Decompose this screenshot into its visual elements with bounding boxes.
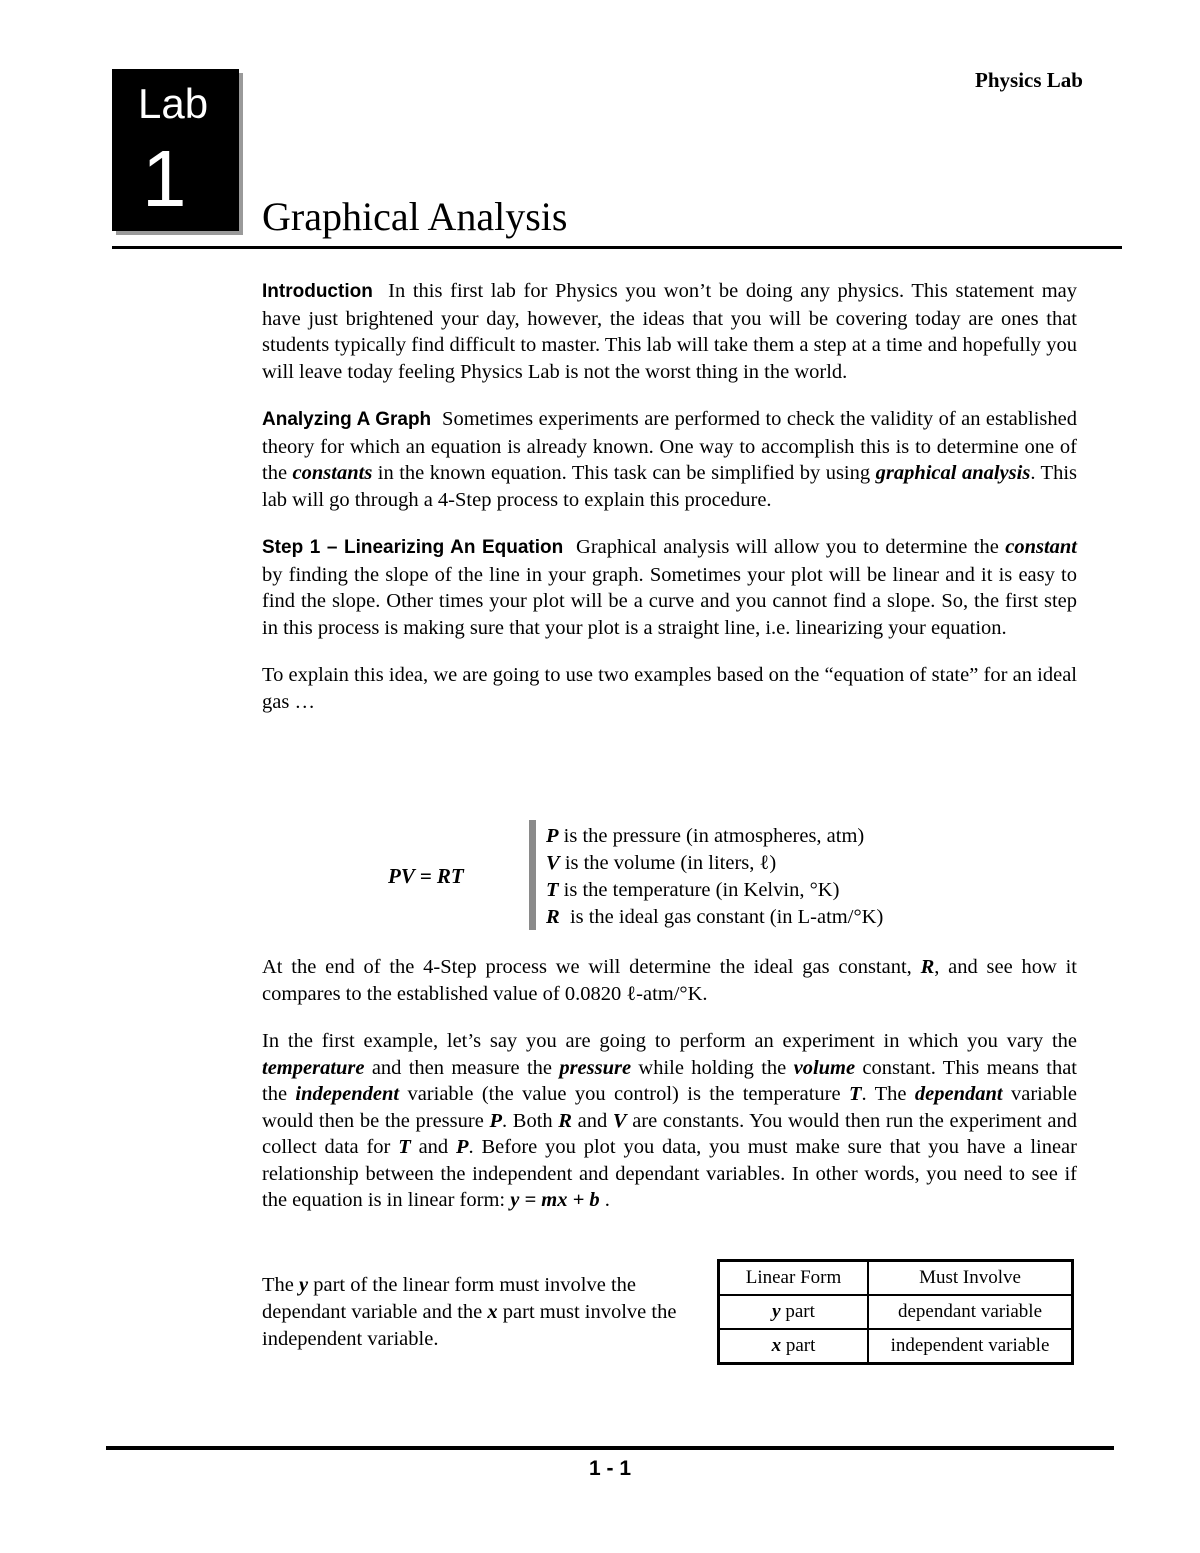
- table-header-row: [719, 1261, 1073, 1296]
- paragraph-text: . The: [861, 1083, 915, 1105]
- paragraph-text: and then measure the: [364, 1056, 560, 1079]
- intro-paragraph: [262, 278, 1077, 385]
- page-title: Graphical Analysis: [262, 194, 568, 239]
- variable-symbol: P: [546, 825, 559, 847]
- lab-word: Lab: [138, 80, 209, 127]
- variable-desc: is the ideal gas constant (in L-atm/°K): [559, 906, 884, 928]
- intro-text: In this first lab for Physics you won’t be doing any physics. This statement may have just brightened your day, however, the ideas that you will be covering today are ones that students typically find difficult to master. This lab will take them a step at a time and hopefully you will leave today feeling Physics Lab is not the worst thing in the world.: [262, 280, 1078, 383]
- cell-text: part: [780, 1301, 815, 1322]
- paragraph-text: . Both: [502, 1109, 559, 1132]
- emphasis: graphical analysis: [875, 462, 1031, 484]
- emphasis: volume: [793, 1056, 856, 1079]
- page-number: 1 - 1: [588, 1457, 632, 1480]
- running-header: Physics Lab: [975, 68, 1083, 92]
- step1-text: Graphical analysis will allow you to determine the: [576, 536, 1006, 558]
- step1-heading: Step 1 – Linearizing An Equation: [262, 537, 564, 558]
- linear-form-table: [717, 1259, 1074, 1365]
- footer-rule: [106, 1446, 1114, 1450]
- variable-symbol: y: [299, 1274, 309, 1296]
- variable-symbol: R: [546, 906, 560, 928]
- linear-form-formula: y = mx + b: [510, 1189, 600, 1211]
- paragraph-text: . Before you plot you data, you must make sure that you have a linear relationship between the independent and dependant variables. In other words, you need to see if the equation is in linear form:: [262, 1136, 1077, 1211]
- paragraph-text: and: [571, 1109, 613, 1132]
- table-cell: independent variable: [868, 1329, 1073, 1364]
- variable-desc: is the temperature (in Kelvin, °K): [558, 879, 840, 901]
- emphasis: constants: [292, 462, 373, 484]
- analyzing-heading: Analyzing A Graph: [262, 409, 432, 430]
- paragraph-text: .: [599, 1189, 610, 1211]
- paragraph-text: are constants. You would then run the experiment and collect data for: [262, 1109, 1077, 1158]
- paragraph-text: part of the linear form must involve the dependant variable and the: [262, 1274, 637, 1323]
- variable-item: [546, 877, 883, 904]
- variable-desc: is the pressure (in atmospheres, atm): [558, 825, 865, 847]
- table-header-cell: Linear Form: [719, 1261, 869, 1296]
- variable-symbol: y: [772, 1301, 781, 1322]
- variable-symbol: P: [489, 1109, 502, 1132]
- emphasis: independent: [295, 1083, 400, 1105]
- variable-symbol: V: [546, 852, 560, 874]
- emphasis: pressure: [559, 1056, 632, 1079]
- variable-symbol: T: [398, 1136, 411, 1158]
- variable-symbol: R: [920, 956, 935, 978]
- variable-list: [546, 823, 883, 931]
- analyzing-paragraph: [262, 406, 1077, 513]
- explain-paragraph: To explain this idea, we are going to use two examples based on the “equation of state” for an ideal gas …: [262, 664, 1077, 713]
- variable-symbol: R: [558, 1109, 572, 1132]
- variable-item: [546, 850, 883, 877]
- variable-symbol: T: [848, 1083, 862, 1105]
- variable-symbol: x: [771, 1335, 782, 1356]
- paragraph-text: , and see how it compares to the established value of 0.0820 ℓ-atm/°K.: [262, 956, 1077, 1005]
- table-cell: dependant variable: [868, 1295, 1073, 1329]
- variable-symbol: P: [456, 1136, 469, 1158]
- first-example-paragraph: [262, 1028, 1077, 1214]
- ideal-gas-equation: PV = RT: [388, 864, 464, 888]
- variable-symbol: T: [546, 879, 559, 901]
- ypart-paragraph: [262, 1272, 682, 1353]
- table-header-cell: Must Involve: [868, 1261, 1073, 1296]
- variable-item: [546, 904, 883, 931]
- intro-heading: Introduction: [262, 281, 373, 302]
- paragraph-text: variable would then be the pressure: [262, 1083, 1077, 1132]
- lower-text: [262, 954, 1077, 1235]
- paragraph-text: The: [262, 1274, 299, 1296]
- emphasis: dependant: [914, 1083, 1003, 1105]
- main-text: [262, 278, 1077, 736]
- lab-number: 1: [142, 134, 187, 223]
- paragraph-text: In the first example, let’s say you are going to perform an experiment in which you vary the: [262, 1030, 1077, 1052]
- paragraph-text: while holding the: [631, 1056, 794, 1079]
- analyzing-text: in the known equation. This task can be simplified by using: [372, 462, 876, 484]
- step1-paragraph: [262, 534, 1077, 641]
- variable-desc: is the volume (in liters, ℓ): [559, 852, 777, 874]
- table-cell: [719, 1295, 869, 1329]
- paragraph-text: variable (the value you control) is the temperature: [399, 1083, 849, 1105]
- variable-list-bar: [529, 820, 536, 930]
- table-row: [719, 1295, 1073, 1329]
- lab-number-badge: [112, 69, 239, 231]
- end-4step-paragraph: [262, 954, 1077, 1007]
- analyzing-text: Sometimes experiments are performed to check the validity of an established theory for which an equation is already known. One way to accomplish this is to determine one of the: [262, 408, 1077, 484]
- variable-symbol: V: [612, 1109, 627, 1132]
- emphasis: temperature: [262, 1056, 365, 1079]
- variable-item: [546, 823, 883, 850]
- title-rule: [112, 246, 1122, 249]
- variable-symbol: x: [487, 1301, 498, 1323]
- emphasis: constant: [1005, 536, 1078, 558]
- paragraph-text: At the end of the 4-Step process we will determine the ideal gas constant,: [262, 956, 921, 978]
- table-cell: [719, 1329, 869, 1364]
- cell-text: part: [781, 1335, 816, 1356]
- paragraph-text: part must involve the independent variable.: [262, 1301, 677, 1350]
- analyzing-text: . This lab will go through a 4-Step process to explain this procedure.: [262, 462, 1078, 511]
- step1-text: by finding the slope of the line in your graph. Sometimes your plot will be linear and it is easy to find the slope. Other times your plot will be a curve and you cannot find a slope. So, the first step in this process is making sure that your plot is a straight line, i.e. linearizing your equation.: [262, 563, 1077, 639]
- paragraph-text: constant. This means that the: [262, 1056, 1077, 1105]
- paragraph-text: and: [410, 1136, 457, 1158]
- table-row: [719, 1329, 1073, 1364]
